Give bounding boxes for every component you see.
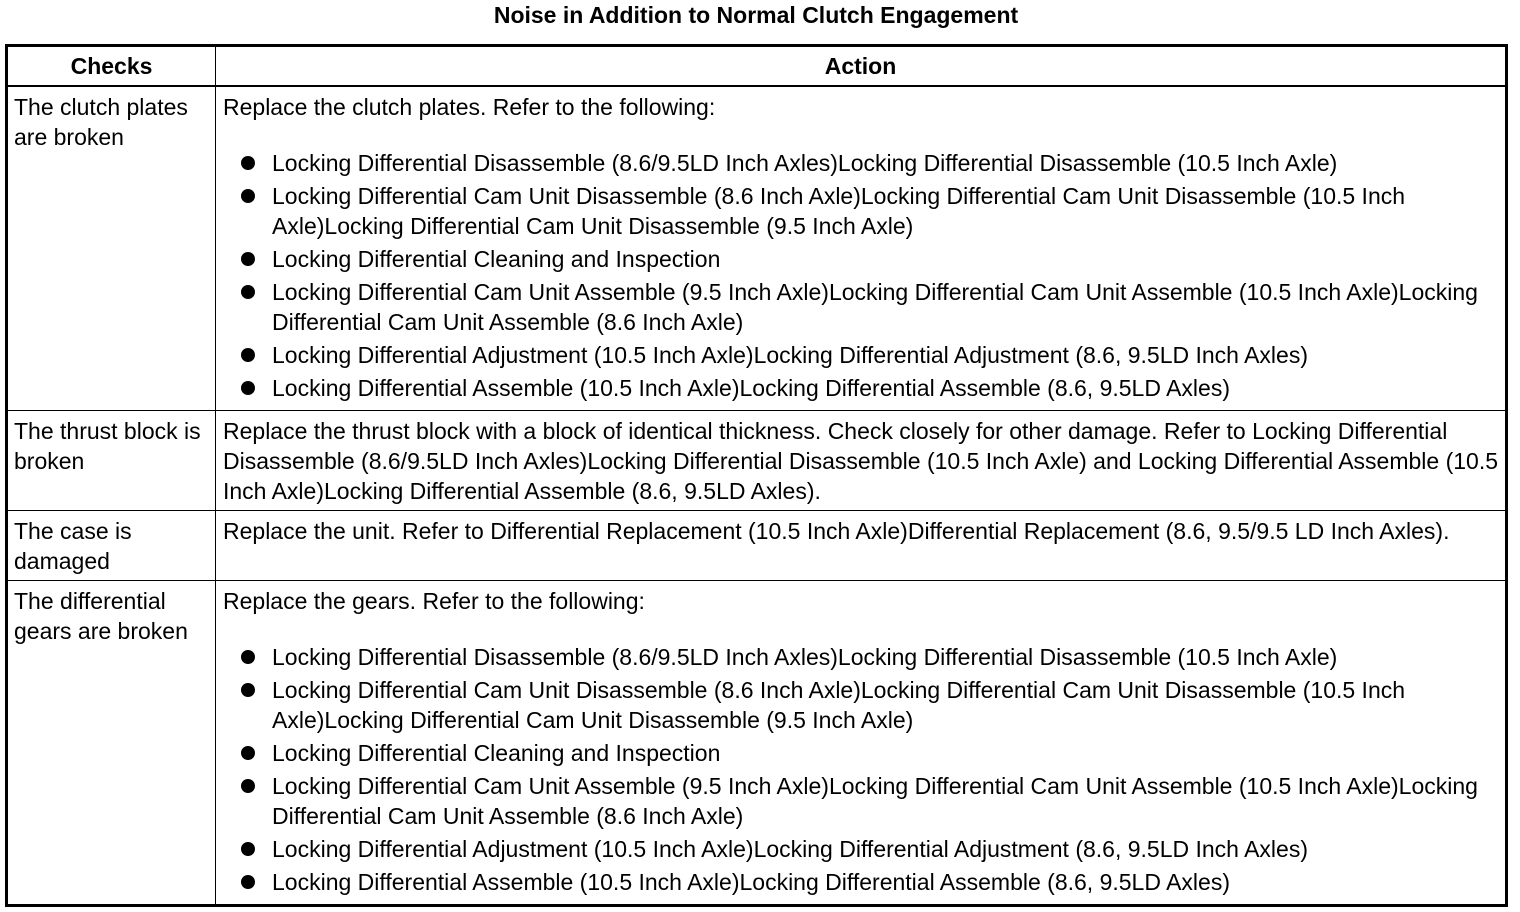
bullet-icon xyxy=(241,189,255,203)
list-item xyxy=(223,373,1499,403)
table-row xyxy=(7,581,1507,906)
check-cell: The case is damaged xyxy=(7,511,216,581)
bullet-icon xyxy=(241,650,255,664)
procedure-link[interactable]: Locking Differential Cleaning and Inspection xyxy=(272,740,721,766)
bullet-icon xyxy=(241,285,255,299)
procedure-list xyxy=(223,642,1499,897)
procedure-link[interactable]: Locking Differential Cam Unit Disassemble (8.6 Inch Axle)Locking Differential Cam Unit Disassemble (10.5 Inch Axle)Locking Differential Cam Unit Disassemble (9.5 Inch Axle) xyxy=(272,183,1406,239)
procedure-link[interactable]: Locking Differential Cam Unit Assemble (9.5 Inch Axle)Locking Differential Cam Unit Assemble (10.5 Inch Axle)Locking Differential Cam Unit Assemble (8.6 Inch Axle) xyxy=(272,773,1478,829)
procedure-link[interactable]: Locking Differential Cam Unit Disassemble (8.6 Inch Axle)Locking Differential Cam Unit Disassemble (10.5 Inch Axle)Locking Differential Cam Unit Disassemble (9.5 Inch Axle) xyxy=(272,677,1406,733)
procedure-link[interactable]: Locking Differential Assemble (10.5 Inch Axle)Locking Differential Assemble (8.6, 9.5LD Axles) xyxy=(272,375,1230,401)
check-cell: The clutch plates are broken xyxy=(7,86,216,411)
bullet-icon xyxy=(241,746,255,760)
bullet-icon xyxy=(241,842,255,856)
action-cell: Replace the thrust block with a block of identical thickness. Check closely for other damage. Refer to Locking Differential Disassemble (8.6/9.5LD Inch Axles)Locking Differential Disassemble (10.5 Inch Axle) and Locking Differential Assemble (10.5 Inch Axle)Locking Differential Assemble (8.6, 9.5LD Axles). xyxy=(216,411,1507,511)
procedure-link[interactable]: Locking Differential Adjustment (10.5 Inch Axle)Locking Differential Adjustment (8.6, 9.5LD Inch Axles) xyxy=(272,836,1308,862)
procedure-link[interactable]: Locking Differential Cleaning and Inspection xyxy=(272,246,721,272)
table-header-row xyxy=(7,46,1507,87)
action-cell xyxy=(216,86,1507,411)
check-cell: The thrust block is broken xyxy=(7,411,216,511)
table-row xyxy=(7,511,1507,581)
action-header: Action xyxy=(216,46,1507,87)
list-item xyxy=(223,340,1499,370)
table-row xyxy=(7,86,1507,411)
action-text: Replace the clutch plates. Refer to the following: xyxy=(223,94,716,120)
bullet-icon xyxy=(241,779,255,793)
diagnostic-table xyxy=(5,44,1508,907)
list-item xyxy=(223,738,1499,768)
list-item xyxy=(223,642,1499,672)
list-item xyxy=(223,834,1499,864)
bullet-icon xyxy=(241,381,255,395)
check-cell: The differential gears are broken xyxy=(7,581,216,906)
bullet-icon xyxy=(241,683,255,697)
bullet-icon xyxy=(241,348,255,362)
list-item xyxy=(223,148,1499,178)
list-item xyxy=(223,181,1499,241)
procedure-link[interactable]: Locking Differential Disassemble (8.6/9.5LD Inch Axles)Locking Differential Disassemble (10.5 Inch Axle) xyxy=(272,644,1338,670)
procedure-link[interactable]: Locking Differential Adjustment (10.5 Inch Axle)Locking Differential Adjustment (8.6, 9.5LD Inch Axles) xyxy=(272,342,1308,368)
list-item xyxy=(223,867,1499,897)
bullet-icon xyxy=(241,252,255,266)
bullet-icon xyxy=(241,156,255,170)
action-cell: Replace the unit. Refer to Differential Replacement (10.5 Inch Axle)Differential Replacement (8.6, 9.5/9.5 LD Inch Axles). xyxy=(216,511,1507,581)
checks-header: Checks xyxy=(7,46,216,87)
page-title: Noise in Addition to Normal Clutch Engagement xyxy=(493,2,1019,28)
action-cell xyxy=(216,581,1507,906)
bullet-icon xyxy=(241,875,255,889)
list-item xyxy=(223,675,1499,735)
table-row xyxy=(7,411,1507,511)
action-text: Replace the gears. Refer to the following: xyxy=(223,588,645,614)
procedure-link[interactable]: Locking Differential Assemble (10.5 Inch Axle)Locking Differential Assemble (8.6, 9.5LD Axles) xyxy=(272,869,1230,895)
list-item xyxy=(223,771,1499,831)
procedure-link[interactable]: Locking Differential Cam Unit Assemble (9.5 Inch Axle)Locking Differential Cam Unit Assemble (10.5 Inch Axle)Locking Differential Cam Unit Assemble (8.6 Inch Axle) xyxy=(272,279,1478,335)
procedure-link[interactable]: Locking Differential Disassemble (8.6/9.5LD Inch Axles)Locking Differential Disassemble (10.5 Inch Axle) xyxy=(272,150,1338,176)
procedure-list xyxy=(223,148,1499,403)
list-item xyxy=(223,277,1499,337)
list-item xyxy=(223,244,1499,274)
